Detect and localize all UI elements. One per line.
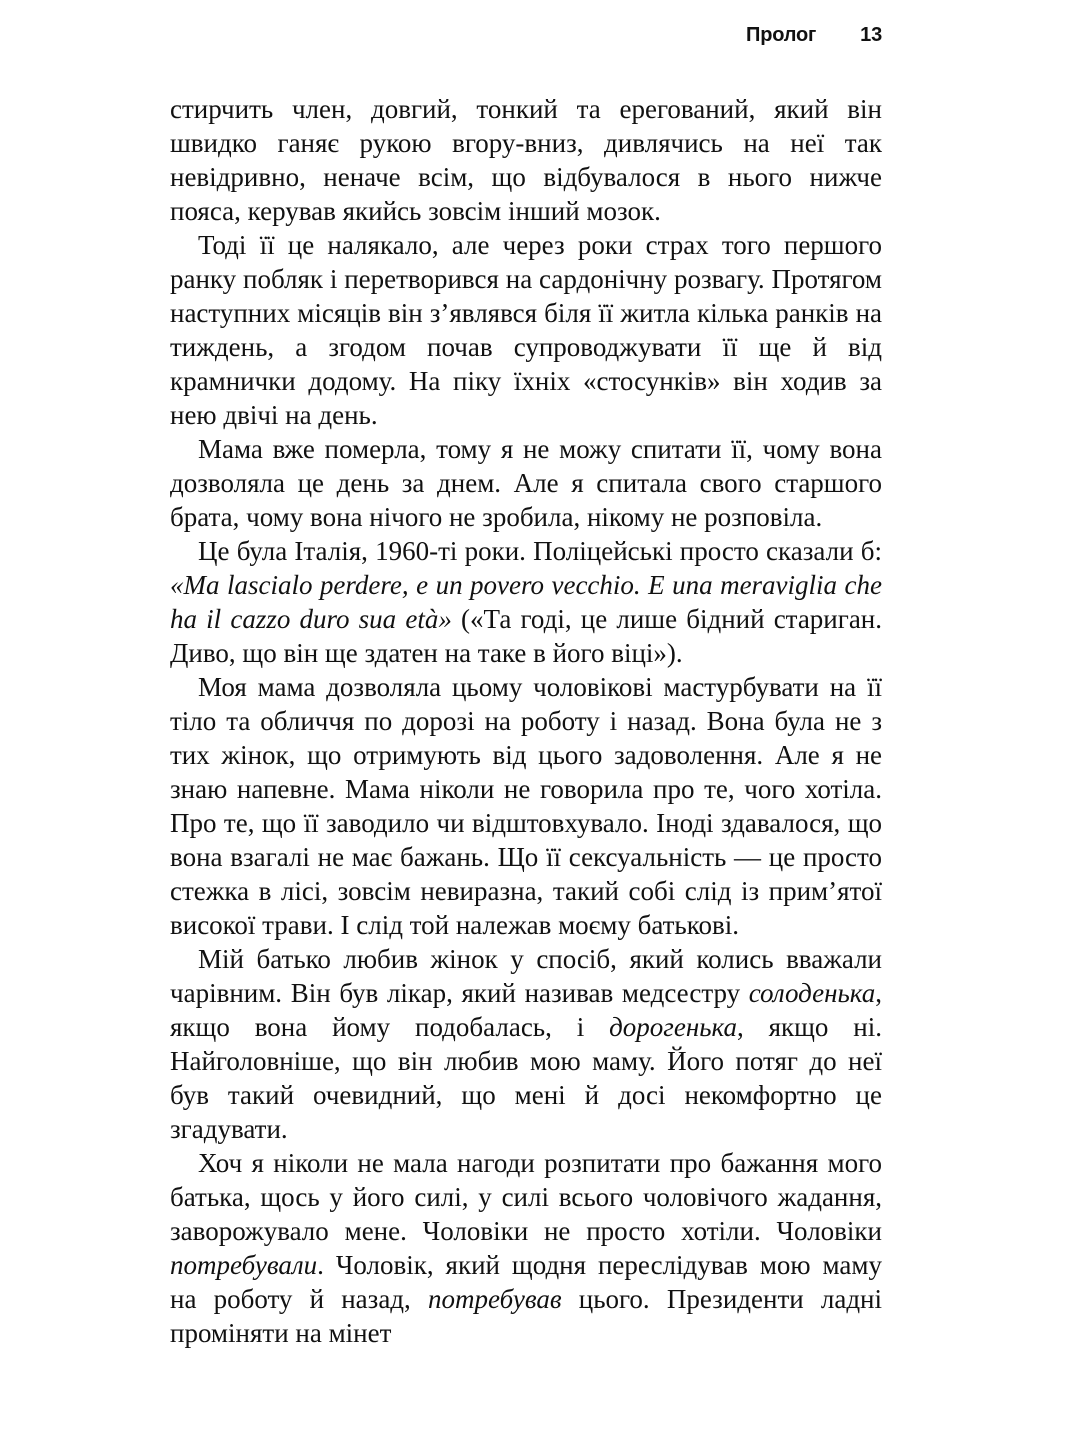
page-number: 13 (860, 24, 882, 46)
paragraph (170, 670, 882, 942)
paragraph (170, 534, 882, 670)
paragraph (170, 942, 882, 1146)
text-segment: , якщо вона йому подобалась, і (170, 978, 882, 1042)
italic-word: дорогенька (609, 1012, 737, 1042)
italic-quote: «Ma lascialo perdere, e un povero vecchio. E una meraviglia che ha il cazzo duro sua età» (170, 570, 882, 634)
text-segment: Це була Італія, 1960-ті роки. Поліцейські просто сказали б: (198, 536, 882, 566)
running-header (746, 24, 882, 47)
text-segment: цього. Президенти ладні проміняти на мінет (170, 1284, 883, 1348)
text-segment: Хоч я ніколи не мала нагоди розпитати про бажання мого батька, щось у його силі, у силі всього чоловічого жадання, заворожувало мене. Чоловіки не просто хотіли. Чоловіки (170, 1148, 882, 1246)
italic-word: солоденька (748, 978, 876, 1008)
text-segment: . Чоловік, який щодня переслідував мою маму на роботу й назад, (170, 1250, 882, 1314)
text-segment: стирчить член, довгий, тонкий та ерегований, який він швидко ганяє рукою вгору-вниз, дивлячись на неї так невідривно, неначе всім, що відбувалося в нього нижче пояса, керував якийсь зовсім інший мозок. (170, 94, 882, 226)
paragraph (170, 228, 882, 432)
italic-word: потребував (427, 1284, 562, 1314)
text-segment: , якщо ні. Найголовніше, що він любив мою маму. Його потяг до неї був такий очевидний, що мені й досі некомфортно це згадувати. (170, 1012, 883, 1144)
page-body (170, 92, 882, 1350)
paragraph (170, 1146, 882, 1350)
text-segment: Мама вже померла, тому я не можу спитати її, чому вона дозволяла це день за днем. Але я спитала свого старшого брата, чому вона нічого не зробила, нікому не розповіла. (170, 434, 882, 532)
paragraph (170, 432, 882, 534)
text-segment: Мій батько любив жінок у спосіб, який колись вважали чарівним. Він був лікар, який називав медсестру (170, 944, 882, 1008)
text-segment: Тоді її це налякало, але через роки страх того першого ранку побляк і перетворився на сардонічну розвагу. Протягом наступних місяців він з’являвся біля її житла кілька ранків на тиждень, а згодом почав супроводжувати її ще й від крамнички додому. На піку їхніх «стосунків» він ходив за нею двічі на день. (170, 230, 882, 430)
italic-word: потребували (170, 1250, 318, 1280)
section-title: Пролог (746, 24, 817, 46)
text-segment: («Та годі, це лише бідний стариган. Диво, що він ще здатен на таке в його віці»). (170, 604, 883, 668)
text-segment: Моя мама дозволяла цьому чоловікові мастурбувати на її тіло та обличчя по дорозі на роботу і назад. Вона була не з тих жінок, що отримують від цього задоволення. Але я не знаю напевне. Мама ніколи не говорила про те, чого хотіла. Про те, що її заводило чи відштовхувало. Іноді здавалося, що вона взагалі не має бажань. Що її сексуальність — це просто стежка в лісі, зовсім невиразна, такий собі слід із прим’ятої високої трави. І слід той належав моєму батькові. (170, 672, 882, 940)
paragraph (170, 92, 882, 228)
